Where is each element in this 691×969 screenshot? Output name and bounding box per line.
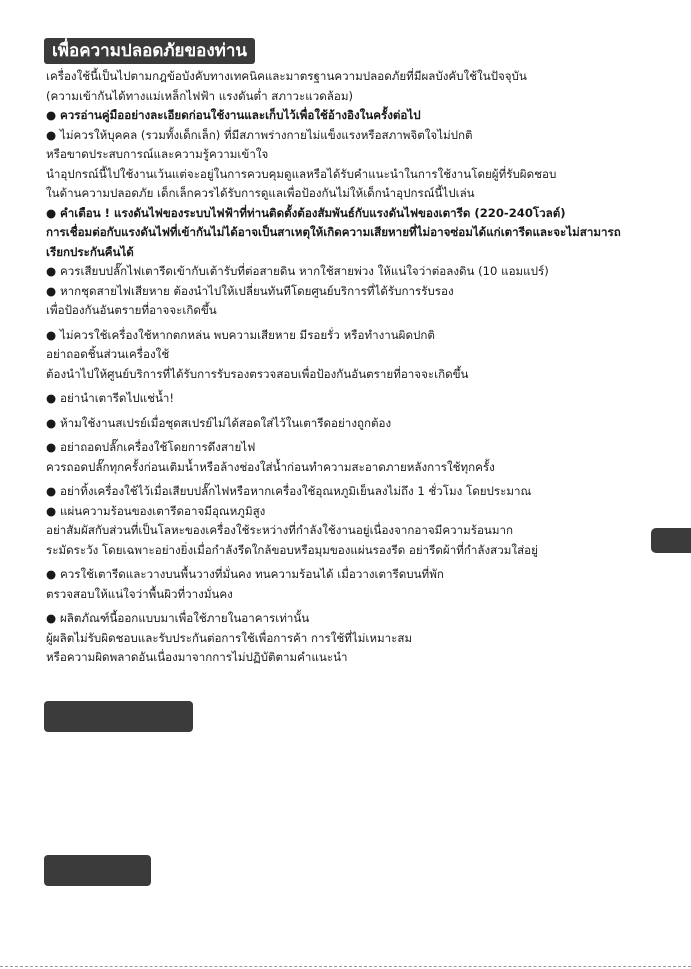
paragraph-text: ห้ามใช้งานสเปรย์เมื่อชุดสเปรย์ไม่ได้สอดใส่ไว้ในเตารีดอย่างถูกต้อง — [60, 415, 392, 430]
paragraph-text: อย่านำเตารีดไปแช่น้ำ! — [60, 391, 175, 405]
paragraph-line — [46, 223, 636, 262]
paragraph-text: เครื่องใช้นี้เป็นไปตามกฎข้อบังคับทางเทคนิคและมาตรฐานความปลอดภัยที่มีผลบังคับใช้ในปัจจุบัน — [46, 69, 527, 83]
paragraph-line — [46, 184, 636, 204]
paragraph-line — [46, 365, 636, 385]
paragraph-line — [46, 541, 636, 561]
paragraph-text: (ความเข้ากันได้ทางแม่เหล็กไฟฟ้า แรงดันต่ำ สภาวะแวดล้อม) — [46, 88, 353, 103]
paragraph-line — [46, 87, 636, 107]
safety-instructions — [46, 67, 636, 668]
bullet-icon: ● — [46, 440, 57, 454]
bullet-icon: ● — [46, 415, 57, 430]
bullet-icon: ● — [46, 503, 57, 518]
paragraph-line — [46, 345, 636, 365]
bullet-item — [46, 482, 636, 502]
paragraph-text: ควรถอดปลั๊กทุกครั้งก่อนเติมน้ำหรือล้างช่องใส่น้ำก่อนทำความสะอาดภายหลังการใช้ทุกครั้ง — [46, 459, 495, 474]
bullet-item — [46, 438, 636, 458]
bullet-item — [46, 262, 636, 282]
section-heading: เพื่อความปลอดภัยของท่าน — [44, 38, 255, 64]
paragraph-text: การเชื่อมต่อกับแรงดันไฟที่เข้ากันไม่ได้อาจเป็นสาเหตุให้เกิดความเสียหายที่ไม่อาจซ่อมได้แก่เตารีดและจะไม่สามารถเรียกประกันคืนได้ — [46, 225, 621, 259]
section-heading-bar — [44, 855, 151, 886]
section-heading-bar — [44, 701, 193, 732]
paragraph-text: ตรวจสอบให้แน่ใจว่าพื้นผิวที่วางมั่นคง — [46, 586, 233, 601]
bullet-item — [46, 204, 636, 224]
paragraph-line — [46, 301, 636, 321]
paragraph-line — [46, 165, 636, 185]
bullet-icon: ● — [46, 283, 57, 298]
paragraph-text: อย่าถอดปลั๊กเครื่องใช้โดยการดึงสายไฟ — [60, 440, 256, 454]
bullet-icon: ● — [46, 127, 57, 142]
bullet-icon: ● — [46, 205, 57, 220]
bullet-icon: ● — [46, 611, 57, 625]
paragraph-text: เพื่อป้องกันอันตรายที่อาจจะเกิดขึ้น — [46, 303, 217, 317]
paragraph-line — [46, 458, 636, 478]
bullet-item — [46, 609, 636, 629]
paragraph-text: ควรใช้เตารีดและวางบนพื้นวางที่มั่นคง ทนความร้อนได้ เมื่อวางเตารีดบนที่พัก — [60, 567, 444, 581]
paragraph-text: ควรเสียบปลั๊กไฟเตารีดเข้ากับเต้ารับที่ต่อสายดิน หากใช้สายพ่วง ให้แน่ใจว่าต่อลงดิน (10 แอมแปร์) — [60, 264, 549, 278]
bullet-item — [46, 126, 636, 146]
bullet-icon: ● — [46, 567, 57, 581]
paragraph-text: ในด้านความปลอดภัย เด็กเล็กควรได้รับการดูแลเพื่อป้องกันไม่ให้เด็กนำอุปกรณ์นี้ไปเล่น — [46, 186, 475, 200]
bullet-icon: ● — [46, 484, 57, 498]
bullet-icon: ● — [46, 391, 57, 405]
bullet-icon: ● — [46, 264, 57, 278]
bullet-icon: ● — [46, 108, 57, 122]
bullet-item — [46, 502, 636, 522]
paragraph-text: ไม่ควรใช้เครื่องใช้หากตกหล่น พบความเสียหาย มีรอยรั่ว หรือทำงานผิดปกติ — [60, 327, 435, 342]
paragraph-text: คำเตือน ! แรงดันไฟของระบบไฟฟ้าที่ท่านติดตั้งต้องสัมพันธ์กับแรงดันไฟของเตารีด (220-240โวลต์) — [60, 205, 566, 220]
paragraph-text: ควรอ่านคู่มืออย่างละเอียดก่อนใช้งานและเก็บไว้เพื่อใช้อ้างอิงในครั้งต่อไป — [60, 108, 421, 122]
language-side-tab — [651, 528, 691, 553]
paragraph-text: หากชุดสายไฟเสียหาย ต้องนำไปให้เปลี่ยนทันทีโดยศูนย์บริการที่ได้รับการรับรอง — [60, 283, 454, 298]
paragraph-text: อย่าสัมผัสกับส่วนที่เป็นโลหะของเครื่องใช้ระหว่างที่กำลังใช้งานอยู่เนื่องจากอาจมีความร้อนมาก — [46, 523, 514, 537]
paragraph-line — [46, 629, 636, 649]
paragraph-text: อย่าทิ้งเครื่องใช้ไว้เมื่อเสียบปลั๊กไฟหรือหากเครื่องใช้อุณหภูมิเย็นลงไม่ถึง 1 ชั่วโมง โดยประมาณ — [60, 484, 532, 498]
paragraph-line — [46, 648, 636, 668]
paragraph-text: ระมัดระวัง โดยเฉพาะอย่างยิ่งเมื่อกำลังรีดใกล้ขอบหรือมุมของแผ่นรองรีด อย่ารีดผ้าที่กำลังสวมใส่อยู่ — [46, 542, 538, 557]
paragraph-text: หรือขาดประสบการณ์และความรู้ความเข้าใจ — [46, 147, 269, 161]
paragraph-text: ผู้ผลิตไม่รับผิดชอบและรับประกันต่อการใช้เพื่อการค้า การใช้ที่ไม่เหมาะสม — [46, 630, 413, 645]
paragraph-text: แผ่นความร้อนของเตารีดอาจมีอุณหภูมิสูง — [60, 503, 266, 518]
paragraph-text: ไม่ควรให้บุคคล (รวมทั้งเด็กเล็ก) ที่มีสภาพร่างกายไม่แข็งแรงหรือสภาพจิตใจไม่ปกติ — [60, 127, 473, 142]
paragraph-line — [46, 145, 636, 165]
paragraph-line — [46, 585, 636, 605]
paragraph-line — [46, 521, 636, 541]
page-bottom-line — [0, 966, 691, 967]
paragraph-text: ต้องนำไปให้ศูนย์บริการที่ได้รับการรับรองตรวจสอบเพื่อป้องกันอันตรายที่อาจจะเกิดขึ้น — [46, 366, 469, 381]
bullet-item — [46, 565, 636, 585]
paragraph-text: นำอุปกรณ์นี้ไปใช้งานเว้นแต่จะอยู่ในการควบคุมดูแลหรือได้รับคำแนะนำในการใช้งานโดยผู้ที่รับผิดชอบ — [46, 166, 557, 181]
bullet-icon: ● — [46, 327, 57, 342]
bullet-item — [46, 414, 636, 434]
paragraph-text: อย่าถอดชิ้นส่วนเครื่องใช้ — [46, 347, 170, 361]
bullet-item — [46, 106, 636, 126]
paragraph-text: หรือความผิดพลาดอันเนื่องมาจากการไม่ปฏิบัติตามคำแนะนำ — [46, 650, 348, 664]
paragraph-text: ผลิตภัณฑ์นี้ออกแบบมาเพื่อใช้ภายในอาคารเท่านั้น — [60, 611, 310, 625]
bullet-item — [46, 389, 636, 409]
bullet-item — [46, 282, 636, 302]
paragraph-line — [46, 67, 636, 87]
bullet-item — [46, 326, 636, 346]
